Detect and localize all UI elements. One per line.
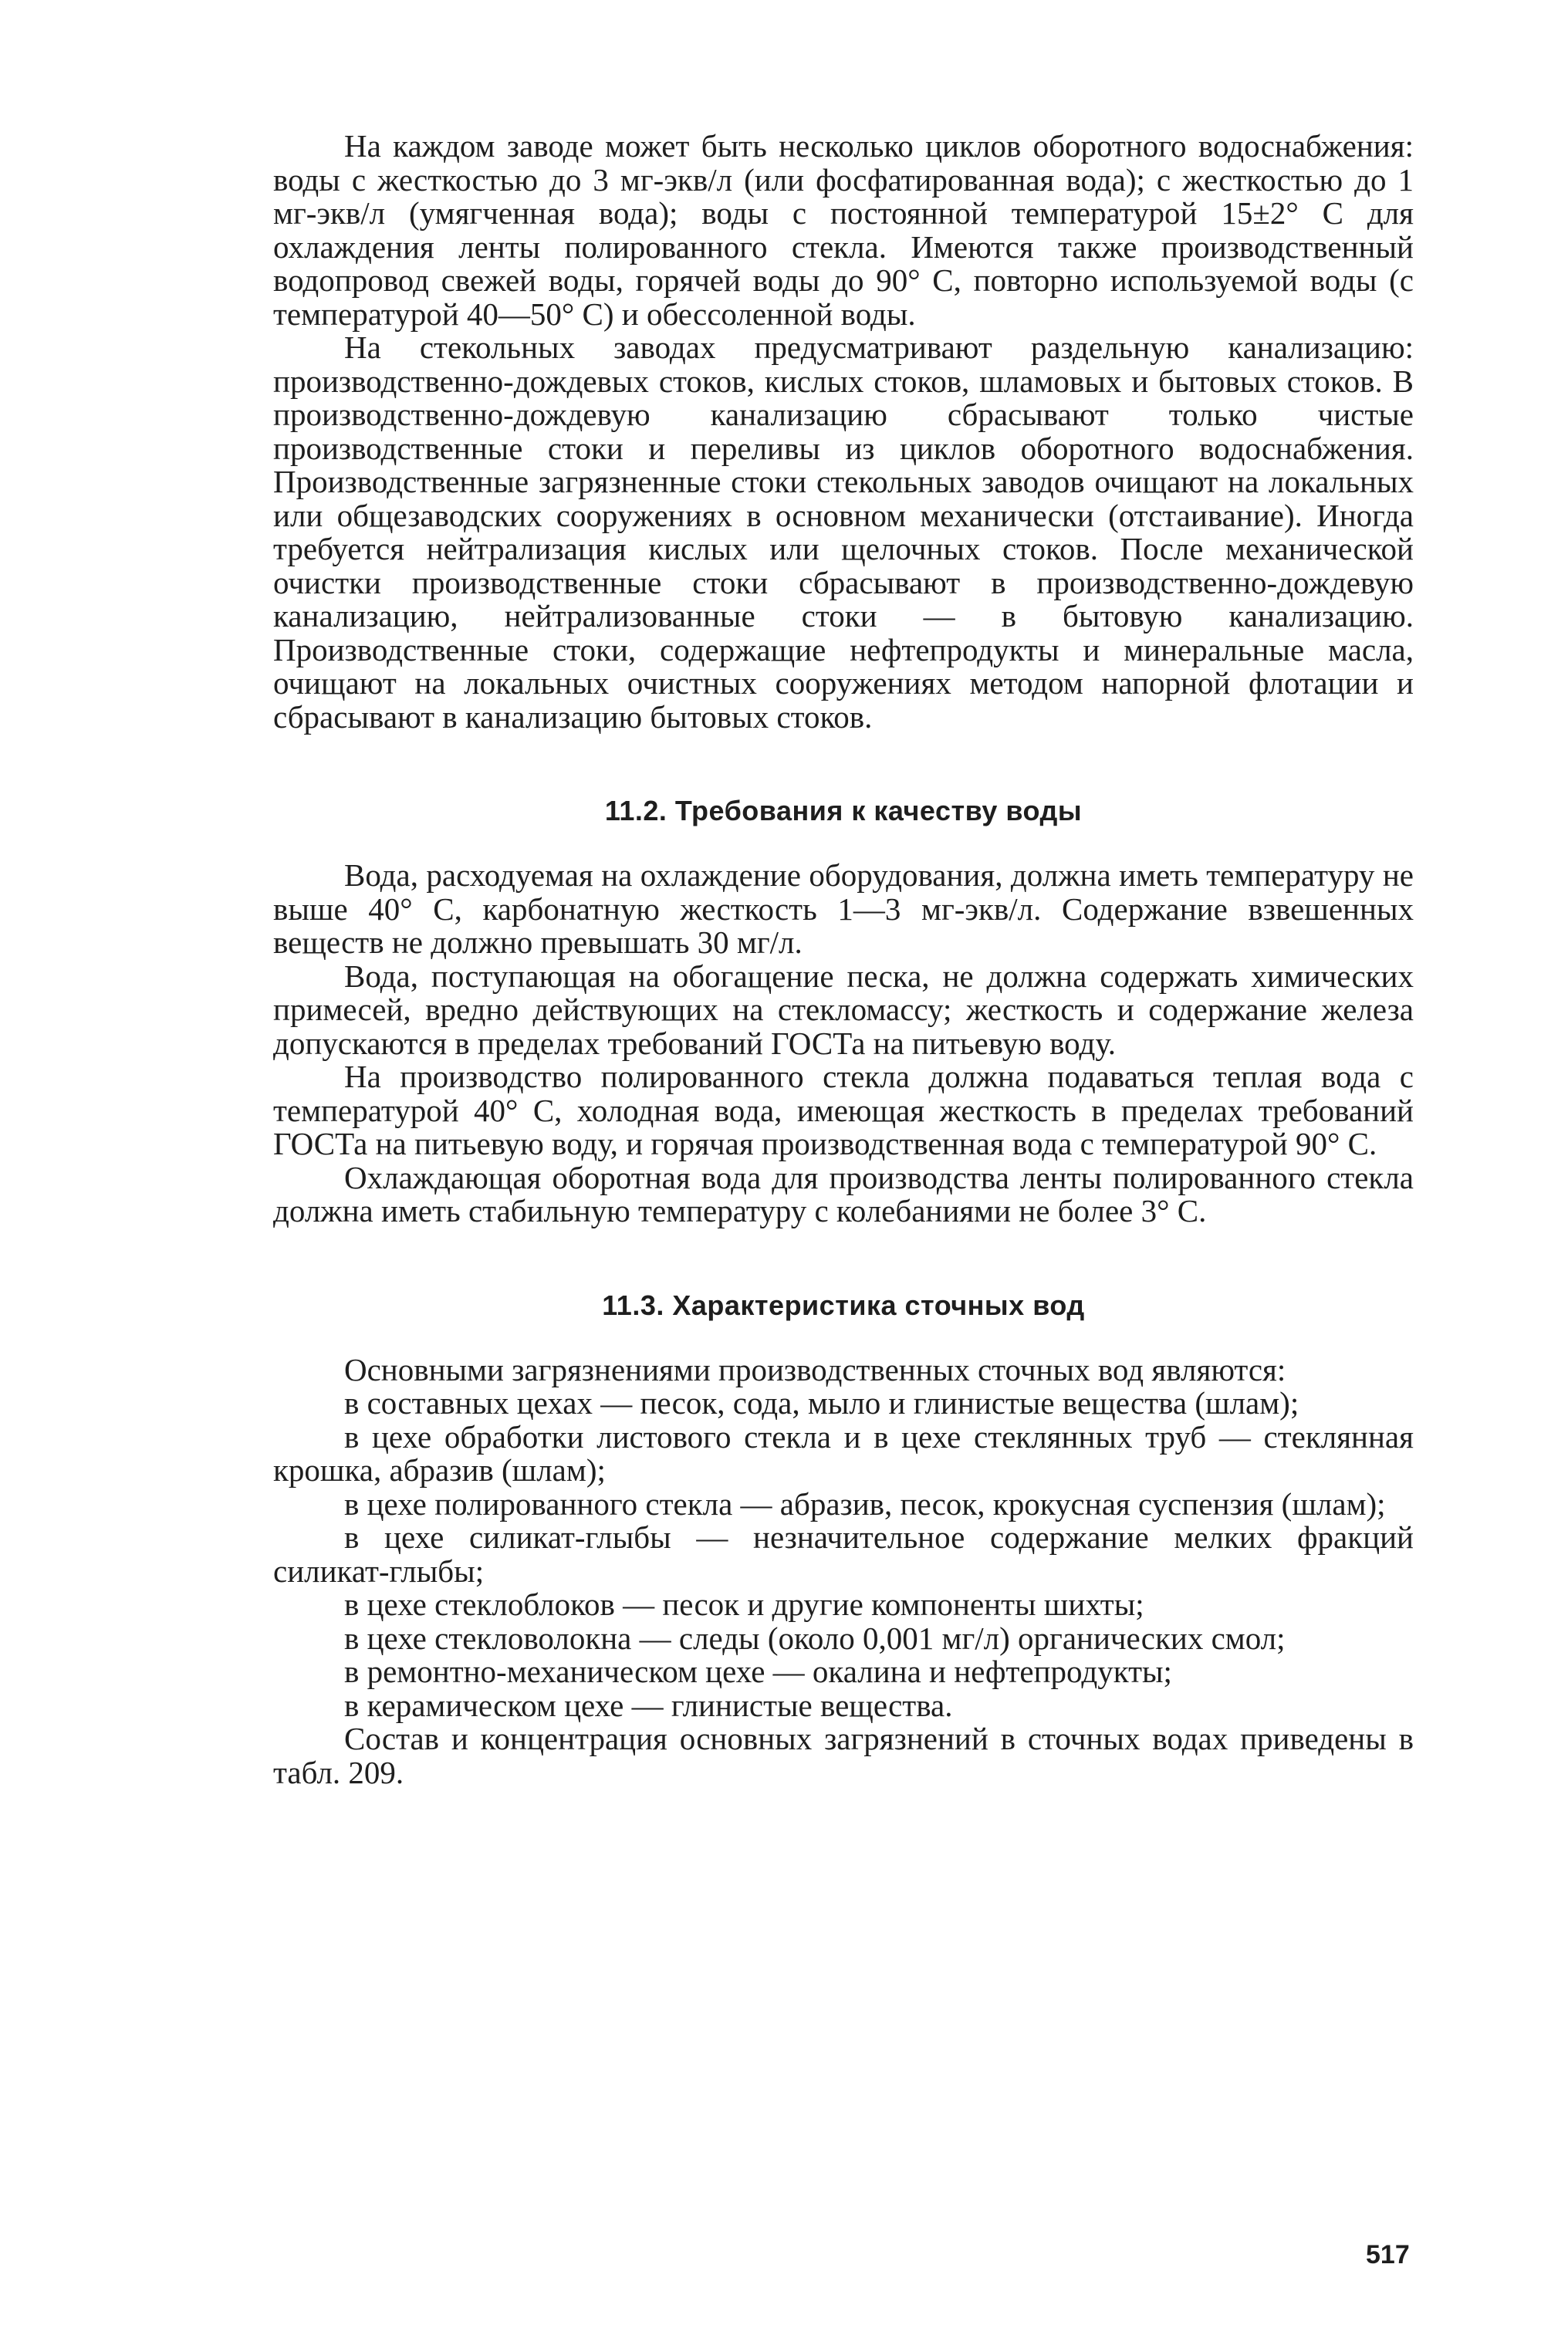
- paragraph-cooling-water: Вода, расходуемая на охлаждение оборудования, должна иметь температуру не выше 40° С, карбонатную жесткость 1—3 мг-экв/л. Содержание взвешенных веществ не должно превышать 30 мг/л.: [273, 857, 1414, 960]
- section-water-quality: [273, 794, 1414, 1228]
- list-item: в ремонтно-механическом цехе — окалина и нефтепродукты;: [344, 1654, 1172, 1689]
- paragraph-table-reference: Состав и концентрация основных загрязнений в сточных водах приведены в табл. 209.: [273, 1721, 1414, 1790]
- paragraph-water-supply-cycles: На каждом заводе может быть несколько циклов оборотного водоснабжения: воды с жесткостью до 3 мг-экв/л (или фосфатированная вода); с жесткостью до 1 мг-экв/л (умягченная вода); воды с постоянной температурой 15±2° С для охлаждения ленты полированного стекла. Имеются также производственный водопровод свежей воды, горячей воды до 90° С, повторно используемой воды (с температурой 40—50° С) и обессоленной воды.: [273, 128, 1414, 332]
- list-item: в керамическом цехе — глинистые вещества.: [344, 1687, 953, 1723]
- page-number: 517: [1366, 2240, 1410, 2269]
- list-item: в составных цехах — песок, сода, мыло и глинистые вещества (шлам);: [344, 1385, 1299, 1421]
- page-content: [273, 130, 1414, 1789]
- section-wastewater: [273, 1289, 1414, 1790]
- paragraph-circulating-water: Охлаждающая оборотная вода для производства ленты полированного стекла должна иметь стабильную температуру с колебаниями не более 3° С.: [273, 1159, 1414, 1228]
- list-item: в цехе стекловолокна — следы (около 0,001 мг/л) органических смол;: [344, 1620, 1286, 1656]
- list-item: в цехе обработки листового стекла и в цехе стеклянных труб — стеклянная крошка, абразив (шлам);: [273, 1418, 1414, 1488]
- paragraph-sand-enrichment-water: Вода, поступающая на обогащение песка, не должна содержать химических примесей, вредно действующих на стекломассу; жесткость и содержание железа допускаются в пределах требований ГОСТа на питьевую воду.: [273, 958, 1414, 1061]
- list-item: в цехе стеклоблоков — песок и другие компоненты шихты;: [344, 1587, 1144, 1622]
- section-heading-wastewater: 11.3. Характеристика сточных вод: [602, 1289, 1085, 1321]
- paragraph-sewerage: На стекольных заводах предусматривают раздельную канализацию: производственно-дождевых стоков, кислых стоков, шламовых и бытовых стоков. В производственно-дождевую канализацию сбрасывают только чистые производственные стоки и переливы из циклов оборотного водоснабжения. Производственные загрязненные стоки стекольных заводов очищают на локальных или общезаводских сооружениях в основном механически (отстаивание). Иногда требуется нейтрализация кислых или щелочных стоков. После механической очистки производственные стоки сбрасывают в производственно-дождевую канализацию, нейтрализованные стоки — в бытовую канализацию. Производственные стоки, содержащие нефтепродукты и минеральные масла, очищают на локальных очистных сооружениях методом напорной флотации и сбрасывают в канализацию бытовых стоков.: [273, 329, 1414, 735]
- paragraph-main-pollutants: Основными загрязнениями производственных сточных вод являются:: [344, 1351, 1286, 1387]
- list-item: в цехе силикат-глыбы — незначительное содержание мелких фракций силикат-глыбы;: [273, 1519, 1414, 1589]
- paragraph-polished-glass-water: На производство полированного стекла должна подаваться теплая вода с температурой 40° С, холодная вода, имеющая жесткость в пределах требований ГОСТа на питьевую воду, и горячая производственная вода с температурой 90° С.: [273, 1059, 1414, 1161]
- section-heading-water-quality: 11.2. Требования к качеству воды: [604, 795, 1083, 826]
- list-item: в цехе полированного стекла — абразив, песок, крокусная суспензия (шлам);: [344, 1485, 1386, 1522]
